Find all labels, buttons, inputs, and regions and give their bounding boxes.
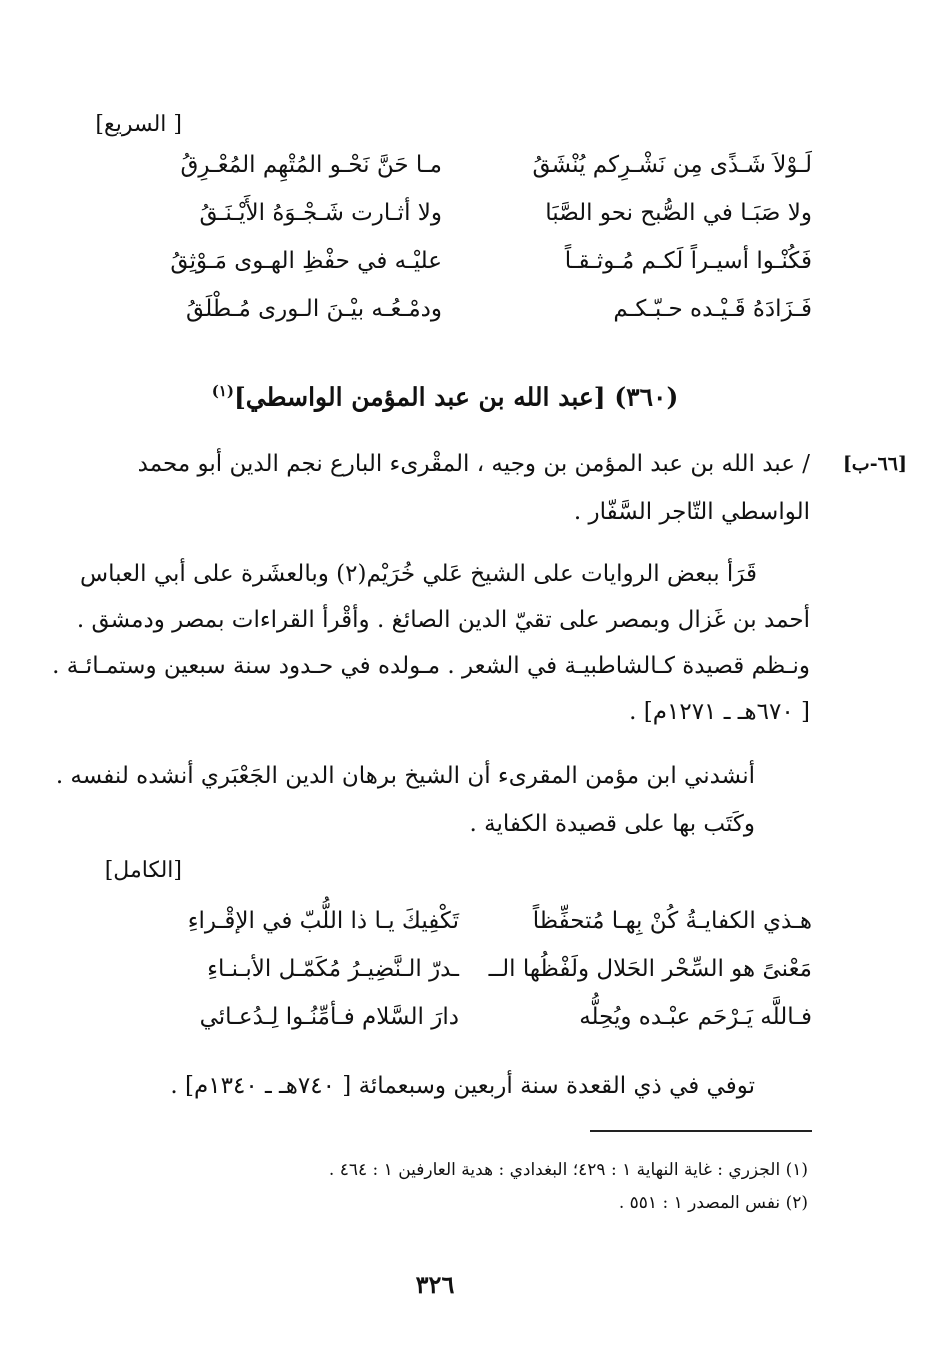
bio-line-1: / عبد الله بن عبد المؤمن بن وجيه ، المقْرىء البارع نجم الدين أبو محمد — [137, 451, 810, 477]
para2-line-4: [ ٦٧٠هـ ـ ١٢٧١م] . — [629, 699, 810, 725]
footnote-separator — [590, 1130, 812, 1132]
page-number: ٣٢٦ — [415, 1270, 455, 1299]
verse-hemistich-right: فـاللَّه يَـرْحَم عبْـده ويُحِلُّه — [579, 1004, 812, 1030]
verse-hemistich-right: هـذي الكفايـةُ كُنْ بِهـا مُتحفِّظاً — [532, 908, 812, 934]
meter-label-saree: [ السريع] — [95, 112, 182, 137]
verse-hemistich-left: ودمْـعُـه بيْـنَ الـورى مُـطْلَقُ — [186, 296, 442, 322]
footnote-2: (٢) نفس المصدر ١ : ٥٥١ . — [618, 1193, 808, 1213]
meter-label-kamil: [الكامل] — [104, 858, 182, 883]
verse-hemistich-left: ولا أثـارت شَـجْـوَهُ الأَيْـنَـقُ — [199, 200, 442, 226]
verse-hemistich-left: مـا حَنَّ نَحْـو المُتْهِم المُعْـرِقُ — [180, 152, 442, 178]
para2-line-3: ونـظم قصيدة كـالشاطبيـة في الشعر . مـولده في حـدود سنة سبعين وستمـائـة . — [52, 653, 810, 679]
verse-hemistich-left: ـدرّ الـنَّضِيـرُ مُكَمّـل الأبـنـاءِ — [207, 956, 459, 982]
verse-hemistich-left: تَكْفِيكَ يـا ذا اللُّبّ في الإقْـراءِ — [187, 908, 459, 934]
para2-line-2: أحمد بن غَزال وبمصر على تقيّ الدين الصائغ . وأقْرأ القراءات بمصر ودمشق . — [76, 607, 810, 633]
verse-hemistich-left: دارَ السَّلام فـأمِّنُـوا لِـدُعـائي — [199, 1004, 459, 1030]
para3-line-1: أنشدني ابن مؤمن المقرىء أن الشيخ برهان الدين الجَعْبَري أنشده لنفسه . — [55, 763, 755, 789]
verse-hemistich-right: ولا صَبَـا في الصُّبح نحو الصَّبَا — [545, 200, 812, 226]
footnote-marker: (١) — [211, 382, 234, 400]
bio-line-2: الواسطي التّاجر السَّفّار . — [573, 499, 810, 525]
verse-hemistich-right: فَكُنْـوا أسيـراً لَكـم مُـوثـقـاً — [564, 248, 812, 274]
margin-folio-reference: [٦٦-ب] — [842, 453, 907, 475]
verse-hemistich-right: مَعْنىً هو السِّحْر الحَلال ولَفْظُها الــ — [488, 956, 812, 982]
para2-line-1: قَرَأ ببعض الروايات على الشيخ عَلي خُرَيْم(٢) وبالعشَرة على أبي العباس — [80, 561, 757, 587]
footnote-1: (١) الجزري : غاية النهاية ١ : ٤٢٩؛ البغدادي : هدية العارفين ١ : ٤٦٤ . — [328, 1160, 808, 1180]
entry-heading-text: (٣٦٠) [عبد الله بن عبد المؤمن الواسطي] — [233, 382, 679, 412]
entry-heading — [195, 382, 695, 411]
verse-hemistich-right: فَـزَادَهُ قَـيْـده حـبّـكـم — [613, 296, 812, 322]
verse-hemistich-left: عليْـه في حفْظِ الهـوى مَـوْثِقُ — [170, 248, 442, 274]
verse-hemistich-right: لَـوْلاَ شَـذًى مِن نَشْـرِكم يُنْشَقُ — [532, 152, 812, 178]
para3-line-2: وكَتَب بها على قصيدة الكفاية . — [469, 811, 755, 837]
death-date-line: توفي في ذي القعدة سنة أربعين وسبعمائة [ ٧٤٠هـ ـ ١٣٤٠م] . — [170, 1073, 755, 1099]
